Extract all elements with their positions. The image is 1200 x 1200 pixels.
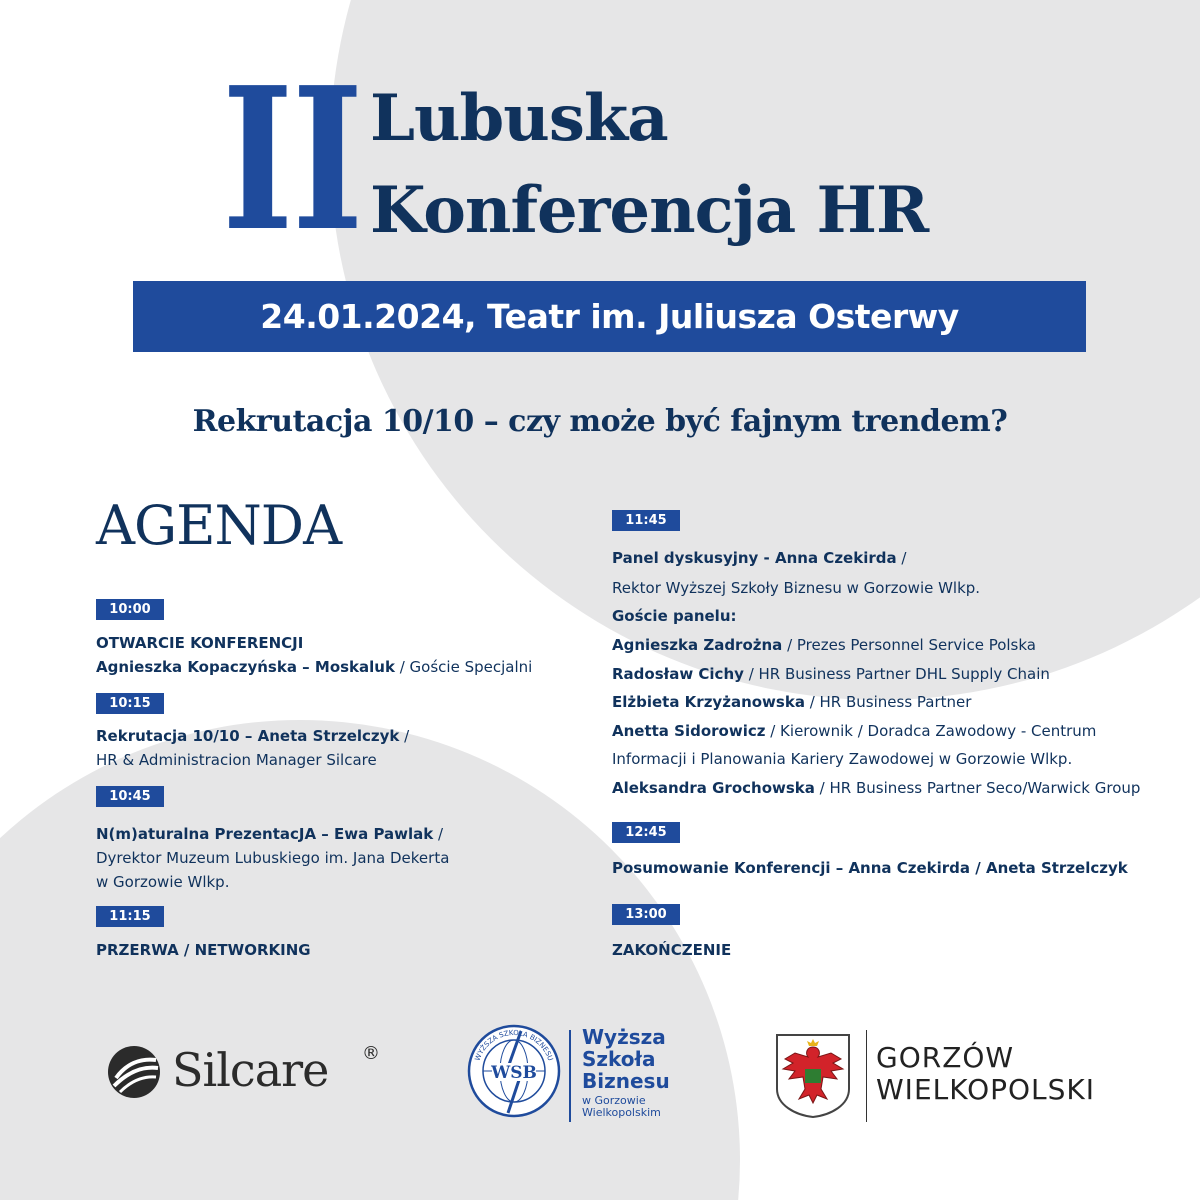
agenda-line-bold: Elżbieta Krzyżanowska xyxy=(612,693,805,711)
agenda-line-normal: / HR Business Partner xyxy=(804,693,972,711)
agenda-line xyxy=(612,633,1036,657)
agenda-line-bold: PRZERWA / NETWORKING xyxy=(96,941,311,959)
silcare-wordmark: Silcare xyxy=(172,1043,329,1097)
title-line-2: Konferencja HR xyxy=(370,173,929,248)
agenda-line-normal: / HR Business Partner DHL Supply Chain xyxy=(743,665,1050,683)
agenda-line xyxy=(96,822,443,846)
agenda-line-normal: / Goście Specjalni xyxy=(394,658,533,676)
date-venue-banner: 24.01.2024, Teatr im. Juliusza Osterwy xyxy=(133,281,1086,352)
agenda-line xyxy=(96,748,377,772)
gorzow-divider xyxy=(866,1030,867,1122)
agenda-line-normal: / Prezes Personnel Service Polska xyxy=(782,636,1036,654)
agenda-line-bold: ZAKOŃCZENIE xyxy=(612,941,732,959)
agenda-line-bold: Goście panelu: xyxy=(612,607,737,625)
time-badge: 10:45 xyxy=(96,786,164,807)
eagle-crest-icon xyxy=(775,1033,851,1119)
agenda-line-normal: / xyxy=(896,549,907,567)
agenda-line-bold: Posumowanie Konferencji – Anna Czekirda / Aneta Strzelczyk xyxy=(612,859,1128,877)
agenda-line-bold: Panel dyskusyjny - Anna Czekirda xyxy=(612,549,897,567)
agenda-line xyxy=(96,938,311,962)
silcare-ball-icon xyxy=(106,1044,162,1100)
wsb-name-line-5: Wielkopolskim xyxy=(582,1106,661,1119)
agenda-line-bold: Radosław Cichy xyxy=(612,665,744,683)
agenda-line xyxy=(96,846,449,870)
gorzow-name-line-1: GORZÓW xyxy=(876,1041,1015,1074)
wsb-ring-top-text: WYŻSZA SZKOŁA BIZNESU xyxy=(473,1028,555,1062)
agenda-line-bold: Anetta Sidorowicz xyxy=(612,722,766,740)
registered-mark: ® xyxy=(362,1043,380,1064)
agenda-line xyxy=(612,546,906,570)
agenda-line-normal: / xyxy=(399,727,410,745)
agenda-line xyxy=(612,856,1128,880)
time-badge: 11:45 xyxy=(612,510,680,531)
conference-subtitle: Rekrutacja 10/10 – czy może być fajnym trendem? xyxy=(192,404,1008,439)
agenda-line-normal: w Gorzowie Wlkp. xyxy=(96,873,230,891)
time-badge: 10:00 xyxy=(96,599,164,620)
agenda-line-normal: HR & Administracion Manager Silcare xyxy=(96,751,377,769)
agenda-line xyxy=(612,690,971,714)
agenda-line xyxy=(612,576,980,600)
agenda-line xyxy=(612,938,731,962)
time-badge: 12:45 xyxy=(612,822,680,843)
agenda-line xyxy=(612,604,737,628)
agenda-line-bold: Rekrutacja 10/10 – Aneta Strzelczyk xyxy=(96,727,400,745)
agenda-line-normal: / HR Business Partner Seco/Warwick Group xyxy=(814,779,1141,797)
agenda-line xyxy=(96,870,229,894)
agenda-line xyxy=(612,747,1072,771)
agenda-line-normal: / Kierownik / Doradca Zawodowy - Centrum xyxy=(765,722,1097,740)
agenda-line-bold: OTWARCIE KONFERENCJI xyxy=(96,634,304,652)
agenda-line-normal: Dyrektor Muzeum Lubuskiego im. Jana Dekerta xyxy=(96,849,450,867)
edition-numeral: II xyxy=(222,45,362,275)
wsb-name-line-1: Wyższa xyxy=(582,1025,666,1049)
agenda-line-bold: Aleksandra Grochowska xyxy=(612,779,815,797)
agenda-line-bold: Agnieszka Zadrożna xyxy=(612,636,783,654)
agenda-line xyxy=(96,655,532,679)
wsb-name-line-2: Szkoła xyxy=(582,1047,656,1071)
agenda-line-bold: Agnieszka Kopaczyńska – Moskaluk xyxy=(96,658,395,676)
agenda-line-normal: / xyxy=(433,825,444,843)
agenda-line xyxy=(96,724,409,748)
agenda-line xyxy=(96,631,303,655)
time-badge: 11:15 xyxy=(96,906,164,927)
wsb-divider xyxy=(569,1030,571,1122)
agenda-line xyxy=(612,662,1050,686)
agenda-line xyxy=(612,776,1140,800)
agenda-line-bold: N(m)aturalna PrezentacJA – Ewa Pawlak xyxy=(96,825,434,843)
wsb-name-line-3: Biznesu xyxy=(582,1069,670,1093)
agenda-line-normal: Rektor Wyższej Szkoły Biznesu w Gorzowie Wlkp. xyxy=(612,579,981,597)
gorzow-name-line-2: WIELKOPOLSKI xyxy=(876,1073,1096,1106)
wsb-name-line-4: w Gorzowie xyxy=(582,1094,646,1107)
agenda-line xyxy=(612,719,1096,743)
title-line-1: Lubuska xyxy=(370,81,668,156)
agenda-heading: AGENDA xyxy=(96,494,342,557)
wsb-globe-icon xyxy=(466,1023,562,1119)
wsb-initials: WSB xyxy=(491,1063,537,1083)
time-badge: 10:15 xyxy=(96,693,164,714)
time-badge: 13:00 xyxy=(612,904,680,925)
agenda-line-normal: Informacji i Planowania Kariery Zawodowej w Gorzowie Wlkp. xyxy=(612,750,1073,768)
